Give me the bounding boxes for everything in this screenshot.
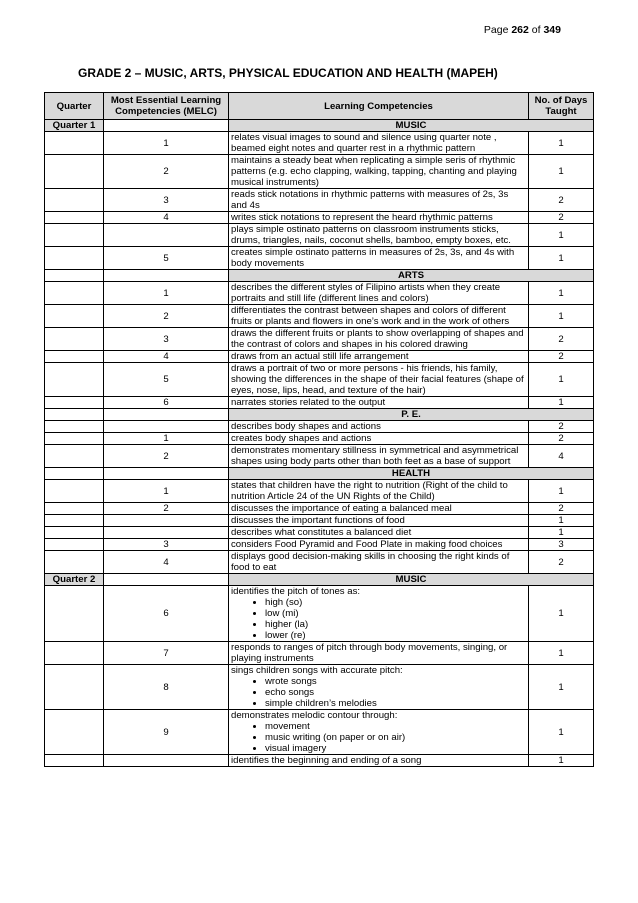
table-row: 1 describes the different styles of Filipino artists when they create portraits and still life (different lines and colors) 1 bbox=[45, 282, 594, 305]
table-row: 4 displays good decision-making skills in choosing the right kinds of food to eat 2 bbox=[45, 551, 594, 574]
table-row: 2 discusses the importance of eating a balanced meal 2 bbox=[45, 503, 594, 515]
table-row: 3 reads stick notations in rhythmic patterns with measures of 2s, 3s and 4s 2 bbox=[45, 189, 594, 212]
header-quarter: Quarter bbox=[45, 93, 104, 120]
subject-row-arts bbox=[45, 270, 594, 282]
table-row: 3 draws the different fruits or plants to show overlapping of shapes and the contrast of colors and shapes in his colored drawing 2 bbox=[45, 328, 594, 351]
table-row: identifies the beginning and ending of a song 1 bbox=[45, 755, 594, 767]
table-row: 4 writes stick notations to represent the heard rhythmic patterns 2 bbox=[45, 212, 594, 224]
document-title: GRADE 2 – MUSIC, ARTS, PHYSICAL EDUCATION AND HEALTH (MAPEH) bbox=[78, 66, 498, 80]
subject-health: HEALTH bbox=[229, 468, 594, 480]
bullet-list: • wrote songs • echo songs • simple children’s melodies bbox=[231, 676, 526, 709]
table-row: 5 draws a portrait of two or more persons - his friends, his family, showing the differences in the shape of their facial features (shape of eyes, nose, lips, head, and texture of the hair) 1 bbox=[45, 363, 594, 397]
table-row: 4 draws from an actual still life arrangement 2 bbox=[45, 351, 594, 363]
table-row: 3 considers Food Pyramid and Food Plate in making food choices 3 bbox=[45, 539, 594, 551]
competencies-table bbox=[44, 92, 594, 767]
table-row: 2 demonstrates momentary stillness in symmetrical and asymmetrical shapes using body parts other than both feet as a base of support 4 bbox=[45, 445, 594, 468]
bullet-list: • high (so) • low (mi) • higher (la) • lower (re) bbox=[231, 597, 526, 641]
subject-row-music bbox=[45, 120, 594, 132]
header-melc: Most Essential Learning Competencies (MELC) bbox=[104, 93, 229, 120]
subject-row-pe bbox=[45, 409, 594, 421]
table-row: 6 narrates stories related to the output 1 bbox=[45, 397, 594, 409]
table-row: 1 relates visual images to sound and silence using quarter note , beamed eight notes and quarter rest in a rhythmic pattern 1 bbox=[45, 132, 594, 155]
table-row: describes body shapes and actions 2 bbox=[45, 421, 594, 433]
table-row: 6 identifies the pitch of tones as: • high (so) • low (mi) • higher (la) • lower (re) 1 bbox=[45, 586, 594, 642]
subject-row-health bbox=[45, 468, 594, 480]
table-row: 7 responds to ranges of pitch through body movements, singing, or playing instruments 1 bbox=[45, 642, 594, 665]
header-row bbox=[45, 93, 594, 120]
table-row: 9 demonstrates melodic contour through: • movement • music writing (on paper or on air) • visual imagery 1 bbox=[45, 710, 594, 755]
subject-arts: ARTS bbox=[229, 270, 594, 282]
table-row: 1 states that children have the right to nutrition (Right of the child to nutrition Article 24 of the UN Rights of the Child) 1 bbox=[45, 480, 594, 503]
table-row: 8 sings children songs with accurate pitch: • wrote songs • echo songs • simple children’s melodies 1 bbox=[45, 665, 594, 710]
quarter-1-label: Quarter 1 bbox=[45, 120, 104, 132]
header-competencies: Learning Competencies bbox=[229, 93, 529, 120]
subject-music-q2: MUSIC bbox=[229, 574, 594, 586]
page-number: Page 262 of 349 bbox=[483, 24, 561, 36]
subject-pe: P. E. bbox=[229, 409, 594, 421]
subject-row-music-q2 bbox=[45, 574, 594, 586]
quarter-2-label: Quarter 2 bbox=[45, 574, 104, 586]
table-row: 1 creates body shapes and actions 2 bbox=[45, 433, 594, 445]
table-row: describes what constitutes a balanced diet 1 bbox=[45, 527, 594, 539]
table-row: 2 maintains a steady beat when replicating a simple seris of rhythmic patterns (e.g. echo clapping, walking, tapping, chanting and playing musical instruments) 1 bbox=[45, 155, 594, 189]
bullet-list: • movement • music writing (on paper or on air) • visual imagery bbox=[231, 721, 526, 754]
table-row: discusses the important functions of food 1 bbox=[45, 515, 594, 527]
table-row: plays simple ostinato patterns on classroom instruments sticks, drums, triangles, nails, coconut shells, bamboo, empty boxes, etc. 1 bbox=[45, 224, 594, 247]
table-row: 2 differentiates the contrast between shapes and colors of different fruits or plants and flowers in one’s work and in the work of others 1 bbox=[45, 305, 594, 328]
subject-music: MUSIC bbox=[229, 120, 594, 132]
header-days: No. of Days Taught bbox=[529, 93, 594, 120]
table-row: 5 creates simple ostinato patterns in measures of 2s, 3s, and 4s with body movements 1 bbox=[45, 247, 594, 270]
